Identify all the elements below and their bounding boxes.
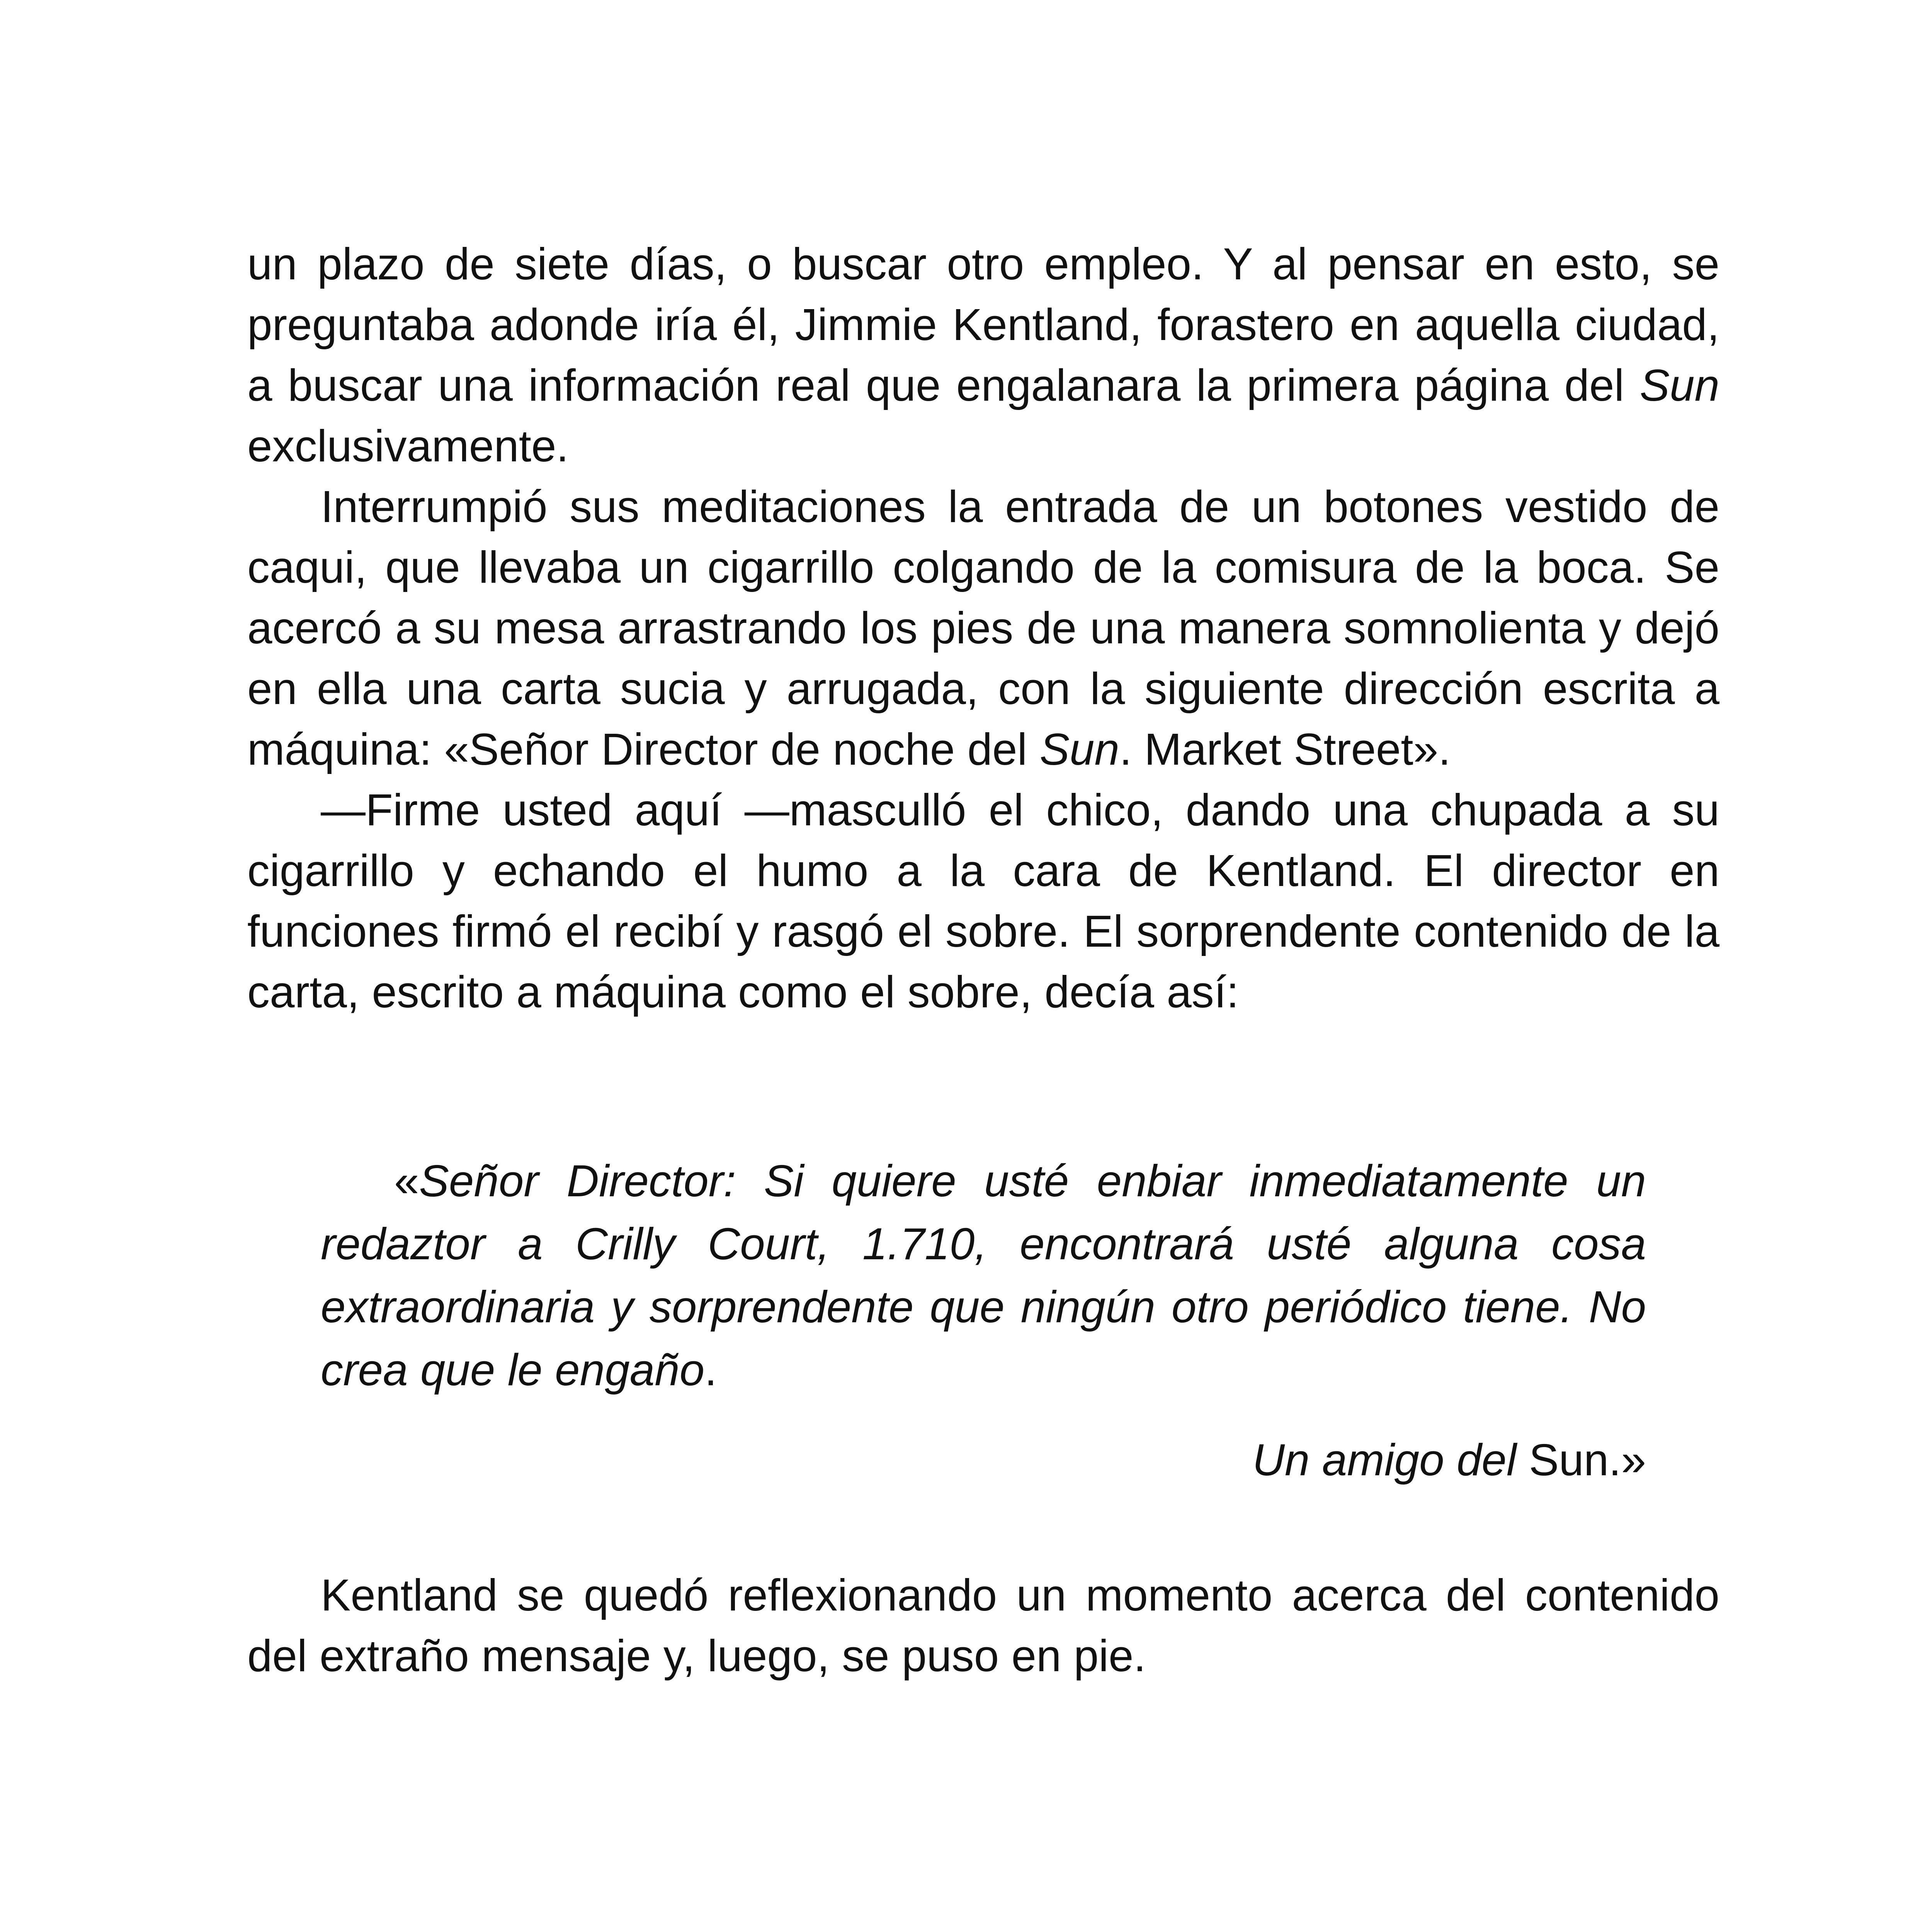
paragraph-4: Kentland se quedó reflexionando un momento acerca del contenido del extraño mensaje y, luego, se puso en pie. bbox=[247, 1570, 1719, 1681]
letter-quote bbox=[321, 1150, 1646, 1401]
paragraph-2: Interrumpió sus meditaciones la entrada de un botones vestido de caqui, que llevaba un cigarrillo colgando de la comisura de la boca. Se acercó a su mesa arrastrando los pies de una manera somnolienta y dejó en ella una carta sucia y arrugada, con la siguiente dirección escrita a máquina: «Señor Director de noche del Sun. Market Street». bbox=[247, 481, 1719, 774]
letter-body: «Señor Director: Si quiere usté enbiar inmediatamente un redaztor a Crilly Court, 1.710, encontrará usté alguna cosa extraordinaria y sorprendente que ningún otro periódico tiene. No crea que le engaño. bbox=[321, 1156, 1646, 1395]
paragraph-3: —Firme usted aquí —masculló el chico, dando una chupada a su cigarrillo y echando el humo a la cara de Kentland. El director en funciones firmó el recibí y rasgó el sobre. El sorprendente contenido de la carta, escrito a máquina como el sobre, decía así: bbox=[247, 785, 1719, 1017]
paragraph-1: un plazo de siete días, o buscar otro empleo. Y al pensar en esto, se preguntaba adonde iría él, Jimmie Kentland, forastero en aquella ciudad, a buscar una información real que engalanara la primera página del Sun exclusivamente. bbox=[247, 239, 1719, 471]
closing-text bbox=[247, 1565, 1719, 1686]
newspaper-name: Sun bbox=[1039, 724, 1119, 774]
newspaper-name: Sun bbox=[1639, 360, 1719, 410]
letter-signature: Un amigo del Sun.» bbox=[1252, 1435, 1646, 1485]
body-text bbox=[247, 234, 1719, 1022]
